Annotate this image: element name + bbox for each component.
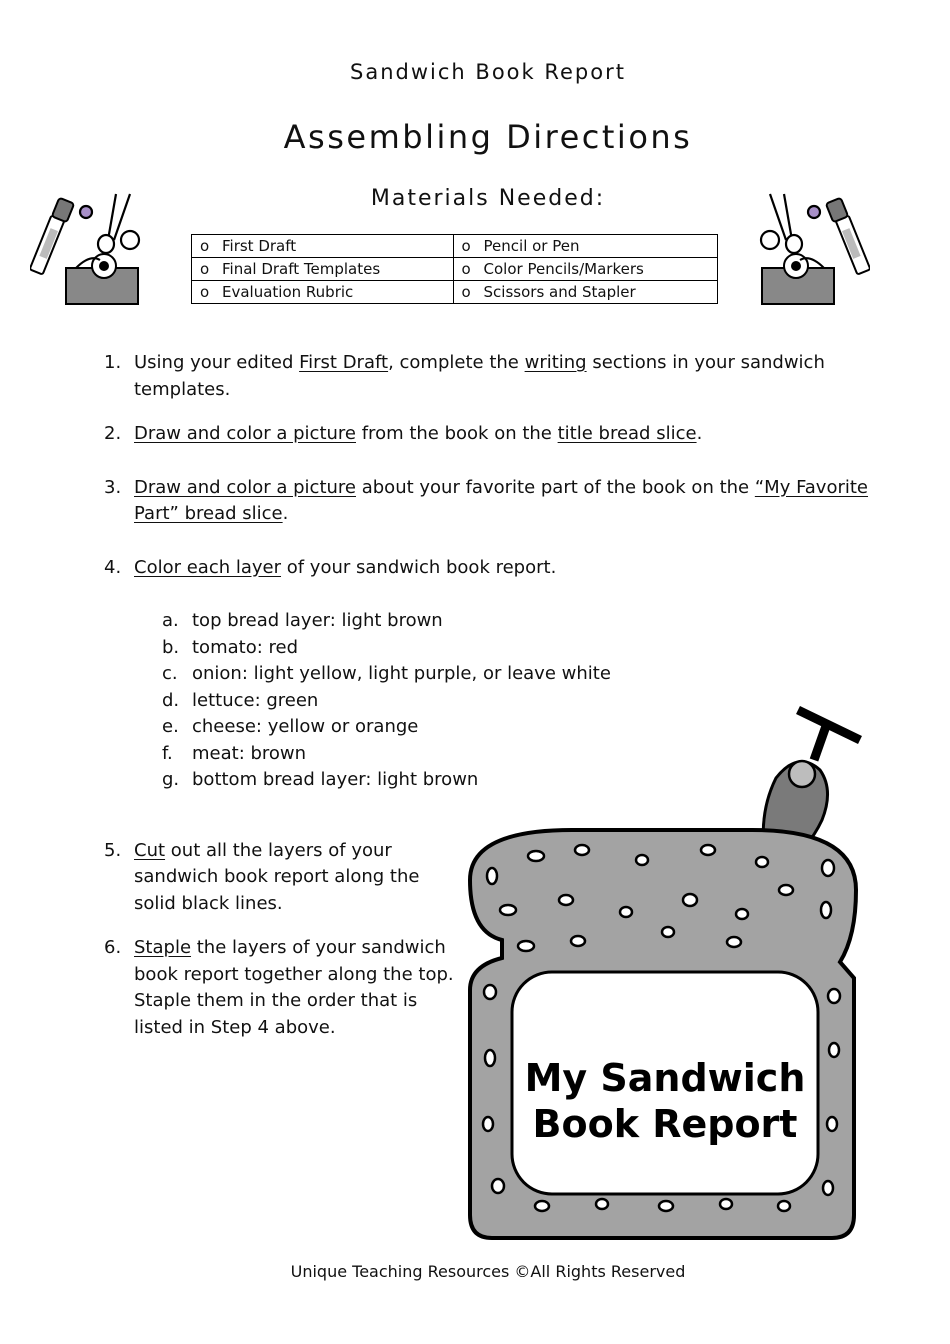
materials-heading: Materials Needed: bbox=[370, 186, 606, 211]
table-row bbox=[192, 281, 718, 304]
table-row bbox=[192, 235, 718, 258]
list-item: b. tomato: red bbox=[162, 636, 298, 658]
scissors-icon bbox=[761, 194, 820, 253]
material-cell: o Color Pencils/Markers bbox=[453, 258, 717, 281]
page-heading: Assembling Directions bbox=[283, 118, 693, 156]
list-item: g. bottom bread layer: light brown bbox=[162, 769, 479, 790]
glue-stick-icon bbox=[30, 198, 74, 275]
step-1: 1. Using your edited First Draft, complete the writing sections in your sandwich templates. bbox=[104, 352, 825, 400]
document-title: Sandwich Book Report bbox=[350, 60, 626, 84]
step-3: 3. Draw and color a picture about your favorite part of the book on the “My Favorite Part” bread slice. bbox=[104, 476, 869, 524]
tape-dispenser-icon bbox=[762, 254, 834, 304]
step-6: 6. Staple the layers of your sandwich book report together along the top. Staple them in the order that is listed in Step 4 above. bbox=[104, 937, 454, 1038]
tape-dispenser-icon bbox=[66, 254, 138, 304]
table-row bbox=[192, 258, 718, 281]
scissors-icon bbox=[80, 194, 139, 253]
material-cell: o Final Draft Templates bbox=[192, 258, 454, 281]
list-item: a. top bread layer: light brown bbox=[162, 610, 443, 631]
material-cell: o First Draft bbox=[192, 235, 454, 258]
footer-copyright: Unique Teaching Resources ©All Rights Reserved bbox=[290, 1262, 686, 1281]
list-item: e. cheese: yellow or orange bbox=[162, 716, 419, 737]
list-item: c. onion: light yellow, light purple, or leave white bbox=[162, 663, 611, 684]
list-item: f. meat: brown bbox=[162, 742, 307, 764]
glue-stick-icon bbox=[826, 198, 870, 275]
step-5: 5. Cut out all the layers of your sandwich book report along the solid black lines. bbox=[104, 839, 420, 914]
illustration-title-line1: My Sandwich bbox=[524, 1056, 806, 1100]
supplies-clipart-right bbox=[746, 188, 870, 310]
materials-table bbox=[191, 234, 718, 304]
sandwich-illustration bbox=[462, 700, 872, 1245]
step-2: 2. Draw and color a picture from the book on the title bread slice. bbox=[104, 423, 703, 444]
material-cell: o Pencil or Pen bbox=[453, 235, 717, 258]
material-cell: o Scissors and Stapler bbox=[453, 281, 717, 304]
step-4: 4. Color each layer of your sandwich book report. a. top bread layer: light brown b. tomato: red c. onion: light yellow, light purple, or leave white d. lettuce: green e. cheese: yellow or orange f. meat: brown g. bottom bread layer: light brown bbox=[104, 555, 874, 794]
material-cell: o Evaluation Rubric bbox=[192, 281, 454, 304]
list-item: d. lettuce: green bbox=[162, 689, 319, 711]
supplies-clipart-left bbox=[30, 188, 154, 310]
illustration-title-line2: Book Report bbox=[532, 1102, 798, 1146]
